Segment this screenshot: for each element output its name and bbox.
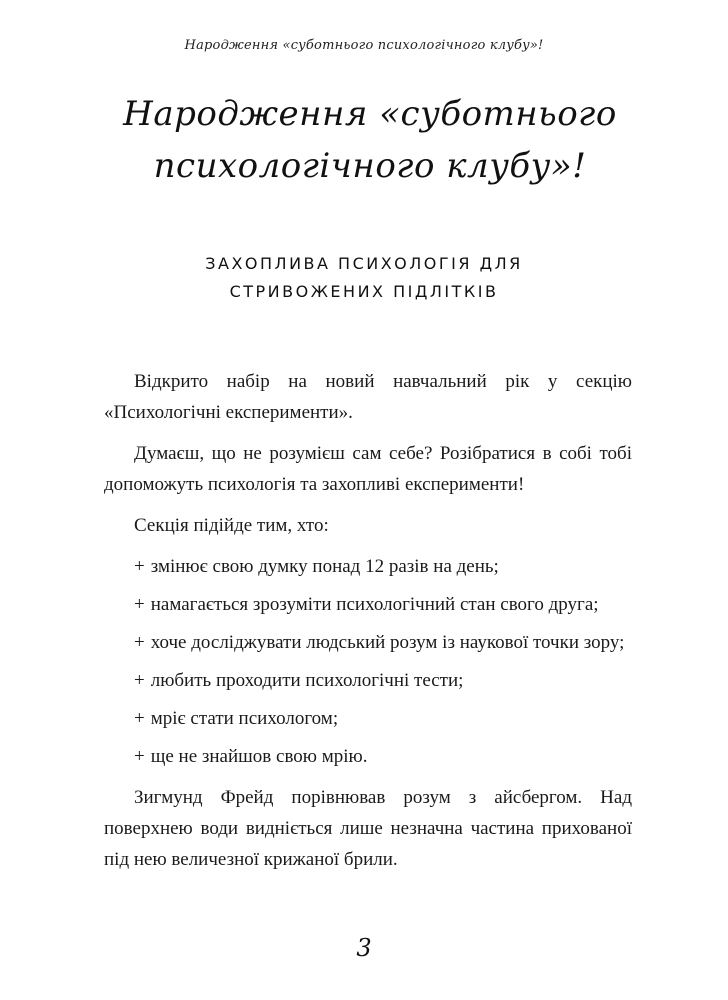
plus-marker: + <box>134 594 145 615</box>
criteria-list <box>104 551 632 772</box>
plus-marker: + <box>134 746 145 767</box>
paragraph-intro-list: Секція підійде тим, хто: <box>134 515 329 536</box>
plus-marker: + <box>134 632 145 653</box>
list-item <box>104 741 632 772</box>
chapter-title-line-1: Народження «суботнього <box>123 94 617 134</box>
chapter-title <box>120 88 620 192</box>
page-number: 3 <box>356 934 372 962</box>
running-head: Народження «суботнього психологічного клубу»! <box>184 38 544 53</box>
paragraph-question: Думаєш, що не розумієш сам себе? Розібратися в собі тобі допоможуть психологія та захопливі експерименти! <box>104 443 632 495</box>
list-item <box>104 551 632 582</box>
plus-marker: + <box>134 708 145 729</box>
plus-marker: + <box>134 670 145 691</box>
list-item-text: хоче досліджувати людський розум із наукової точки зору; <box>150 632 625 653</box>
body-text <box>104 366 632 875</box>
list-item-text: змінює свою думку понад 12 разів на день; <box>150 556 499 577</box>
list-item-text: любить проходити психологічні тести; <box>150 670 464 691</box>
section-heading-line-1: ЗАХОПЛИВА ПСИХОЛОГІЯ ДЛЯ <box>205 254 523 273</box>
list-item-text: мріє стати психологом; <box>150 708 339 729</box>
list-item-text: ще не знайшов свою мрію. <box>150 746 368 767</box>
plus-marker: + <box>134 556 145 577</box>
paragraph-freud: Зигмунд Фрейд порівнював розум з айсбергом. Над поверхнею води видніється лише незначна частина прихованої під нею величезної крижаної брили. <box>104 787 632 870</box>
list-item-text: намагається зрозуміти психологічний стан свого друга; <box>150 594 599 615</box>
list-item <box>104 665 632 696</box>
section-heading <box>140 250 588 306</box>
paragraph-announcement: Відкрито набір на новий навчальний рік у секцію «Психологічні експерименти». <box>104 371 632 423</box>
section-heading-line-2: СТРИВОЖЕНИХ ПІДЛІТКІВ <box>229 282 499 301</box>
list-item <box>104 703 632 734</box>
list-item <box>104 589 632 620</box>
list-item <box>104 627 632 658</box>
chapter-title-line-2: психологічного клубу»! <box>153 146 587 186</box>
